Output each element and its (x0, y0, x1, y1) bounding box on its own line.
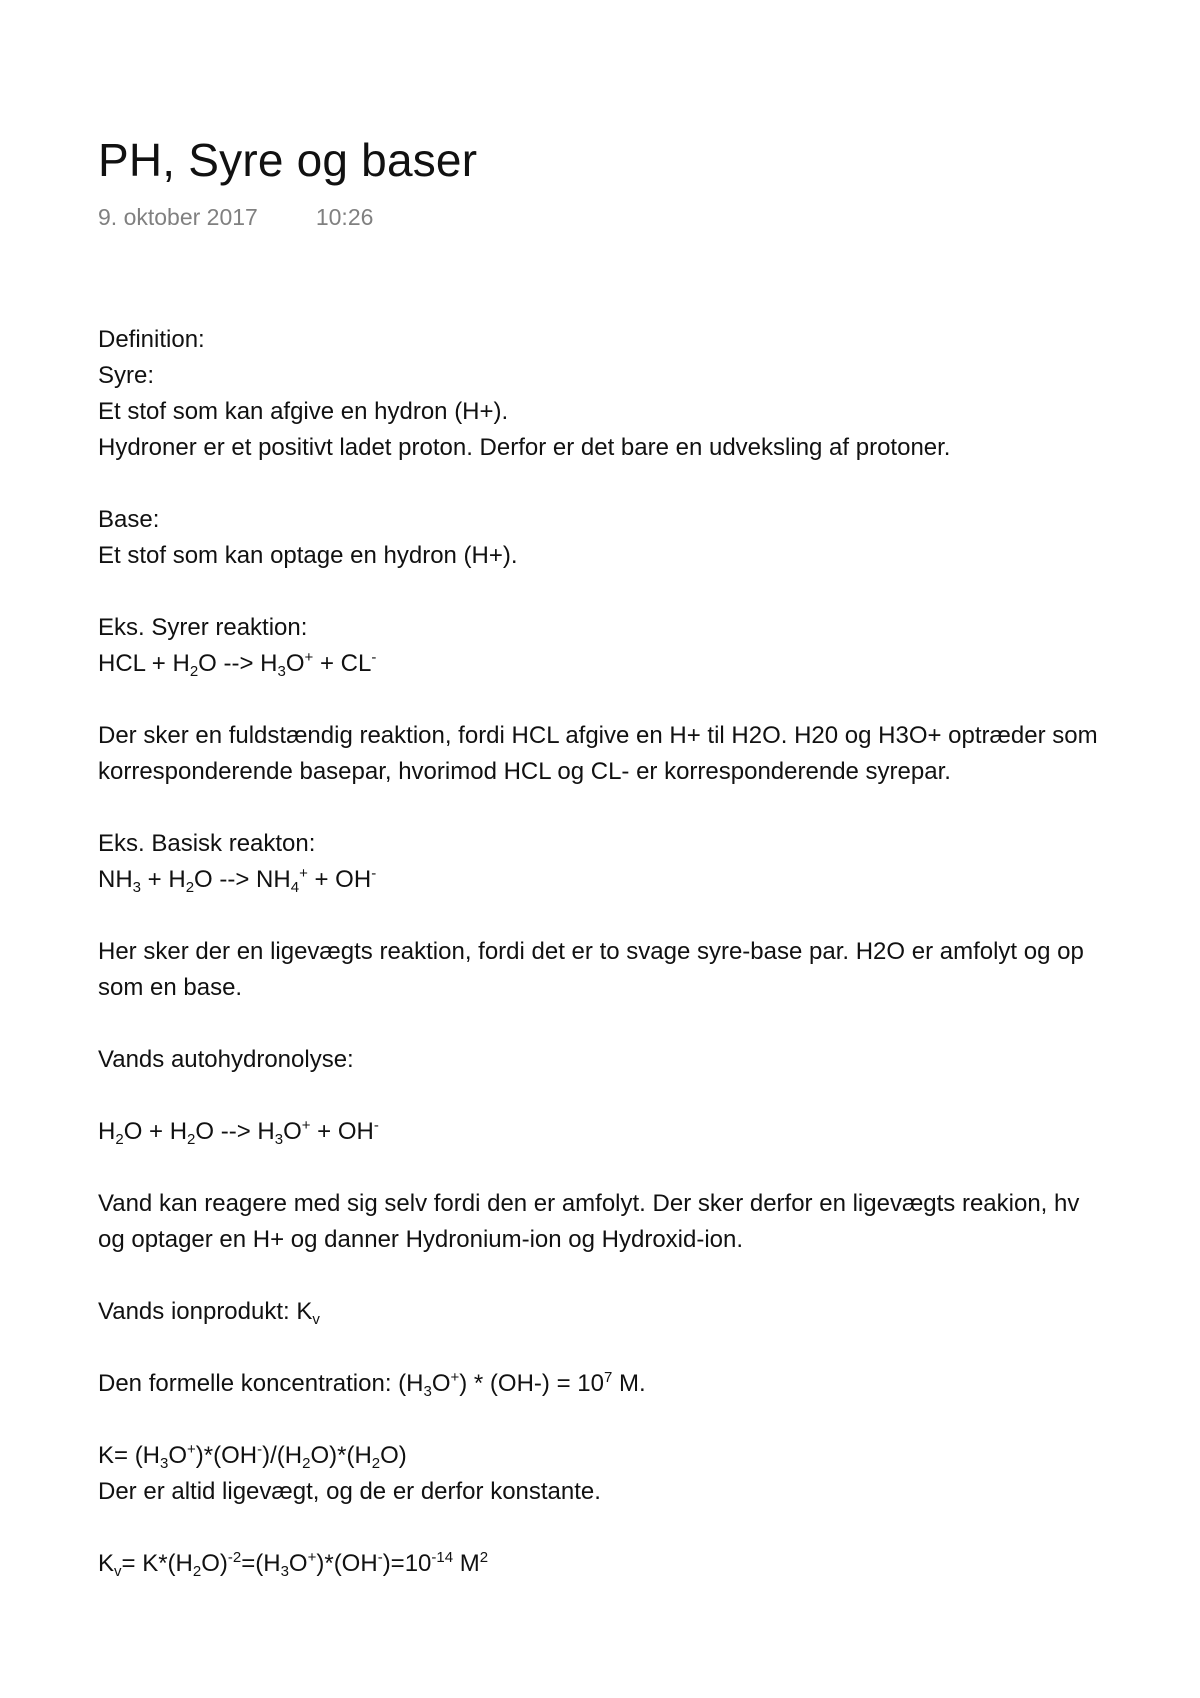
eks-syre-text-1: Der sker en fuldstændig reaktion, fordi HCL afgive en H+ til H2O. H20 og H3O+ optræder som (98, 722, 1098, 749)
page-date: 9. oktober 2017 (98, 204, 258, 230)
k-equation-note: Der er altid ligevægt, og de er derfor konstante. (98, 1478, 601, 1505)
eks-base-label: Eks. Basisk reakton: (98, 830, 316, 857)
base-line-1: Et stof som kan optage en hydron (H+). (98, 542, 518, 569)
eks-base-text-1: Her sker der en ligevægts reaktion, fordi det er to svage syre-base par. H2O er amfolyt og op (98, 938, 1084, 965)
k-equation: $K= (H_3O^+)*(OH^-)/(H_2O)*(H_2O)$ (98, 1441, 407, 1472)
formel-koncentration: Den formelle koncentration: $(H_3O^+) * (OH-) = 10^7$ M. (98, 1369, 646, 1400)
eks-syre-label: Eks. Syrer reaktion: (98, 614, 308, 641)
page-title: PH, Syre og baser (98, 134, 478, 186)
ionprodukt-label: Vands ionprodukt: $K_v$ (98, 1298, 320, 1328)
syre-line-1: Et stof som kan afgive en hydron (H+). (98, 398, 509, 425)
definition-label: Definition: (98, 326, 205, 353)
eks-base-text-2: som en base. (98, 974, 243, 1001)
note-body (98, 322, 1200, 1582)
autohydronolyse-equation: $H_2O + H_2O$ --> $H_3O^+ + OH^-$ (98, 1117, 379, 1148)
syre-line-2: Hydroner er et positivt ladet proton. Derfor er det bare en udveksling af protoner. (98, 434, 951, 461)
eks-syre-text-2: korresponderende basepar, hvorimod HCL og CL- er korresponderende syrepar. (98, 758, 951, 785)
page-time: 10:26 (315, 204, 374, 230)
eks-base-equation: $NH_3 + H_2O$ --> $NH_4^+ + OH^-$ (98, 865, 377, 896)
page-meta (98, 204, 373, 231)
autohydronolyse-text-1: Vand kan reagere med sig selv fordi den er amfolyt. Der sker derfor en ligevægts reakion, hv (98, 1190, 1080, 1217)
syre-label: Syre: (98, 362, 155, 389)
kv-equation: $K_v= K*(H_2O)^{-2}=(H_3O^+)*(OH^-)=10^{-14}$ $M^2$ (98, 1549, 489, 1580)
base-label: Base: (98, 506, 160, 533)
autohydronolyse-label: Vands autohydronolyse: (98, 1046, 354, 1073)
autohydronolyse-text-2: og optager en H+ og danner Hydronium-ion og Hydroxid-ion. (98, 1226, 744, 1253)
eks-syre-equation: HCL + $H_2O$ --> $H_3O^+ + CL^-$ (98, 649, 377, 680)
